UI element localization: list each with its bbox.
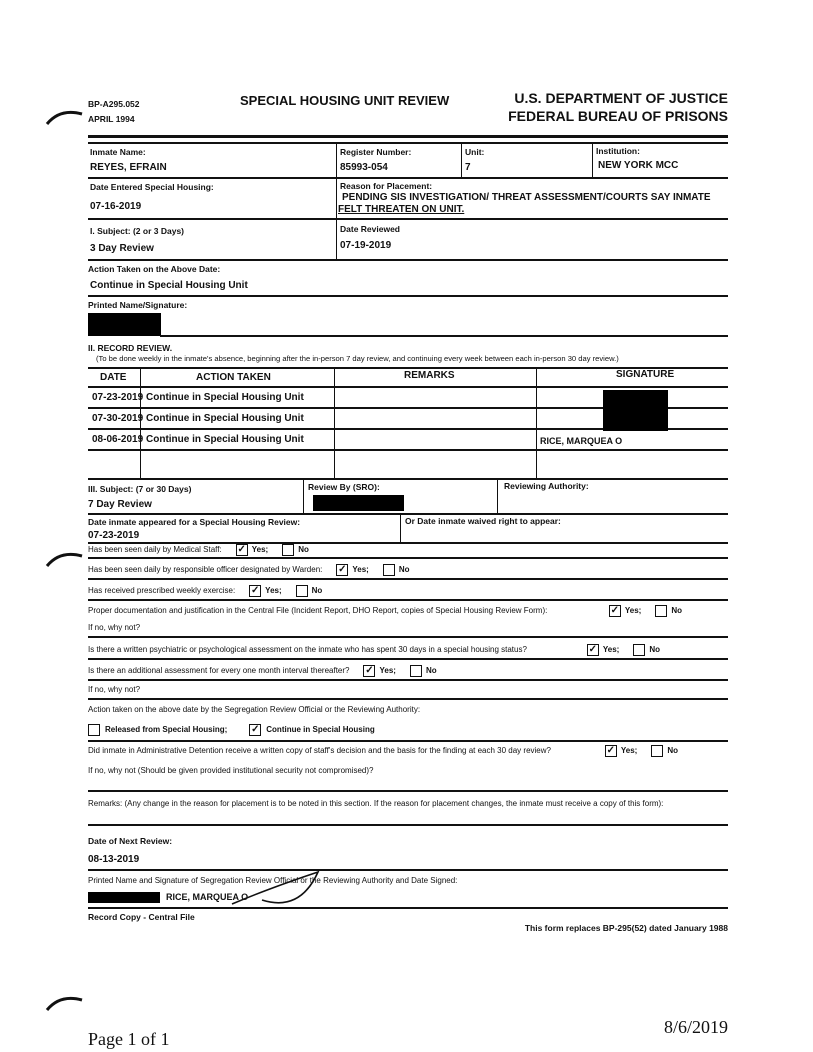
col-header: DATE — [100, 372, 127, 383]
divider — [88, 259, 728, 261]
subject-1: 3 Day Review — [90, 243, 154, 254]
action-taken: Continue in Special Housing Unit — [90, 280, 248, 291]
divider — [88, 557, 728, 559]
divider — [461, 144, 462, 177]
print-date: 8/6/2019 — [663, 1017, 728, 1037]
col-header: REMARKS — [404, 370, 455, 381]
exercise-options — [249, 585, 332, 597]
col-header: ACTION TAKEN — [196, 372, 271, 383]
continue-checkbox[interactable]: ✓ — [251, 724, 260, 735]
form-id: BP-A295.052 — [88, 99, 140, 109]
divider — [592, 144, 593, 177]
label: III. Subject: (7 or 30 Days) — [88, 484, 192, 494]
divider — [88, 177, 728, 179]
released-checkbox[interactable] — [88, 724, 100, 736]
signature-partial: RICE, MARQUEA O — [540, 436, 623, 446]
label: Reason for Placement: — [340, 181, 433, 191]
divider — [400, 513, 401, 542]
register-number: 85993-054 — [340, 162, 388, 173]
additional-no-checkbox[interactable] — [410, 665, 422, 677]
form-title: SPECIAL HOUSING UNIT REVIEW — [240, 93, 450, 108]
inmate-name: REYES, EFRAIN — [90, 162, 167, 173]
psych-yes-checkbox[interactable]: ✓ — [588, 644, 598, 655]
label: Institution: — [596, 146, 640, 156]
divider — [303, 478, 304, 513]
divider — [88, 679, 728, 681]
divider — [88, 218, 728, 220]
divider — [88, 824, 728, 826]
replaces-note: This form replaces BP-295(52) dated January 1988 — [524, 923, 728, 933]
label: Action Taken on the Above Date: — [88, 264, 221, 274]
no-label: No — [298, 545, 309, 555]
written-copy-no-checkbox[interactable] — [651, 745, 663, 757]
date-appeared: 07-23-2019 — [88, 530, 140, 541]
row-action: Continue in Special Housing Unit — [146, 413, 304, 424]
date-entered: 07-16-2019 — [90, 201, 142, 212]
unit: 7 — [465, 162, 471, 173]
row-date: 07-30-2019 — [92, 413, 144, 424]
redaction — [313, 495, 404, 511]
divider — [88, 513, 728, 515]
bureau: FEDERAL BUREAU OF PRISONS — [508, 108, 728, 124]
written-copy-yes-checkbox[interactable]: ✓ — [606, 745, 616, 756]
no-label: No — [649, 645, 660, 655]
psych-options — [587, 644, 728, 656]
warden-row — [88, 564, 728, 576]
remarks-label: Remarks: (Any change in the reason for placement is to be noted in this section. If the reason for placement changes, the inmate must receive a copy of this form): — [88, 799, 664, 808]
section-note: (To be done weekly in the inmate's absence, beginning after the in-person 7 day review, and continuing every week between each in-person 30 day review.) — [96, 354, 619, 363]
no-label: No — [667, 746, 678, 756]
row-date: 08-06-2019 — [92, 434, 144, 445]
yes-label: Yes; — [602, 645, 620, 655]
yes-label: Yes; — [352, 565, 369, 575]
psych-no-checkbox[interactable] — [633, 644, 645, 656]
yes-label: Yes; — [251, 545, 269, 555]
divider — [88, 478, 728, 480]
page-number: Page 1 of 1 — [88, 1029, 170, 1049]
divider — [536, 367, 537, 478]
no-label: No — [311, 586, 323, 596]
divider — [88, 386, 728, 388]
divider — [334, 367, 335, 478]
section-title: II. RECORD REVIEW. — [88, 343, 173, 353]
row-action: Continue in Special Housing Unit — [146, 434, 304, 445]
label: Printed Name/Signature: — [88, 300, 188, 310]
divider — [88, 790, 728, 792]
question-warden: Has been seen daily by responsible officer designated by Warden: — [88, 565, 323, 575]
divider — [88, 135, 728, 138]
divider — [88, 869, 728, 871]
question-medical: Has been seen daily by Medical Staff: — [88, 545, 222, 555]
warden-no-checkbox[interactable] — [383, 564, 395, 576]
why-not-label: If no, why not? — [88, 623, 141, 632]
divider — [88, 636, 728, 638]
no-label: No — [671, 606, 682, 616]
question-exercise: Has received prescribed weekly exercise: — [88, 586, 236, 596]
psych-row — [88, 644, 728, 656]
form-date: APRIL 1994 — [88, 114, 135, 124]
written-copy-options — [605, 745, 728, 757]
row-action: Continue in Special Housing Unit — [146, 392, 304, 403]
label: Date Entered Special Housing: — [90, 182, 214, 192]
additional-options — [363, 665, 446, 677]
yes-label: Yes; — [620, 746, 638, 756]
yes-label: Yes; — [265, 586, 282, 596]
label: Register Number: — [340, 147, 412, 157]
reason-line-2: FELT THREATEN ON UNIT. — [338, 204, 465, 215]
medical-options — [236, 544, 319, 556]
exercise-yes-checkbox[interactable]: ✓ — [250, 585, 260, 596]
divider — [88, 142, 728, 144]
documentation-row — [88, 605, 728, 617]
label: Unit: — [465, 147, 485, 157]
label: Printed Name and Signature of Segregation Review Official or the Reviewing Authority and Date Signed: — [88, 876, 458, 885]
medical-row — [88, 544, 728, 556]
label: Review By (SRO): — [308, 482, 380, 492]
redaction — [88, 313, 161, 336]
why-not-label: If no, why not? — [88, 685, 141, 694]
warden-options — [336, 564, 419, 576]
divider — [88, 578, 728, 580]
signed-name-partial: RICE, MARQUEA O — [166, 892, 249, 902]
record-copy: Record Copy - Central File — [88, 912, 195, 922]
redaction — [603, 390, 668, 431]
next-review-date: 08-13-2019 — [88, 854, 140, 865]
additional-row — [88, 665, 728, 677]
exercise-no-checkbox[interactable] — [296, 585, 308, 597]
reason-line-1: PENDING SIS INVESTIGATION/ THREAT ASSESSMENT/COURTS SAY INMATE — [342, 192, 711, 203]
documentation-options — [609, 605, 728, 617]
question-psych: Is there a written psychiatric or psychological assessment on the inmate who has spent 30 days in a special housing status? — [88, 645, 527, 655]
subject-3: 7 Day Review — [88, 499, 152, 510]
label: Date Reviewed — [340, 224, 400, 234]
row-date: 07-23-2019 — [92, 392, 144, 403]
redaction — [88, 892, 160, 903]
label: Reviewing Authority: — [504, 481, 589, 491]
divider — [88, 599, 728, 601]
institution: NEW YORK MCC — [598, 160, 679, 171]
divider — [160, 335, 728, 337]
label: Date inmate appeared for a Special Housing Review: — [88, 517, 301, 527]
action-options-row — [88, 724, 728, 736]
divider — [88, 658, 728, 660]
label: Date of Next Review: — [88, 836, 173, 846]
documentation-no-checkbox[interactable] — [655, 605, 667, 617]
label: Inmate Name: — [90, 147, 146, 157]
medical-no-checkbox[interactable] — [282, 544, 294, 556]
yes-label: Yes; — [379, 666, 396, 676]
additional-yes-checkbox[interactable]: ✓ — [365, 665, 374, 676]
divider — [88, 740, 728, 742]
yes-label: Yes; — [624, 606, 642, 616]
divider — [497, 478, 498, 513]
divider — [88, 295, 728, 297]
action-label: Action taken on the above date by the Segregation Review Official or the Reviewing Authority: — [88, 705, 421, 714]
documentation-yes-checkbox[interactable]: ✓ — [610, 605, 620, 616]
divider — [88, 907, 728, 909]
divider — [88, 449, 728, 451]
question-documentation: Proper documentation and justification in the Central File (Incident Report, DHO Report, copies of Special Housing Review Form): — [88, 606, 548, 616]
no-label: No — [425, 666, 437, 676]
continue-label: Continue in Special Housing — [266, 725, 375, 735]
date-reviewed: 07-19-2019 — [340, 240, 392, 251]
divider — [88, 698, 728, 700]
written-copy-row — [88, 745, 728, 757]
question-additional: Is there an additional assessment for every one month interval thereafter? — [88, 666, 350, 676]
exercise-row — [88, 585, 728, 597]
divider — [336, 144, 337, 259]
label: I. Subject: (2 or 3 Days) — [90, 226, 184, 236]
warden-yes-checkbox[interactable]: ✓ — [338, 564, 347, 575]
col-header: SIGNATURE — [616, 369, 675, 380]
released-label: Released from Special Housing; — [105, 725, 228, 735]
no-label: No — [398, 565, 410, 575]
question-written-copy: Did inmate in Administrative Detention receive a written copy of staff's decision and the basis for the finding at each 30 day review? — [88, 746, 551, 756]
why-not-label: If no, why not (Should be given provided institutional security not compromised)? — [88, 766, 374, 775]
label: Or Date inmate waived right to appear: — [405, 516, 561, 526]
medical-yes-checkbox[interactable]: ✓ — [237, 544, 246, 555]
department: U.S. DEPARTMENT OF JUSTICE — [514, 90, 728, 106]
